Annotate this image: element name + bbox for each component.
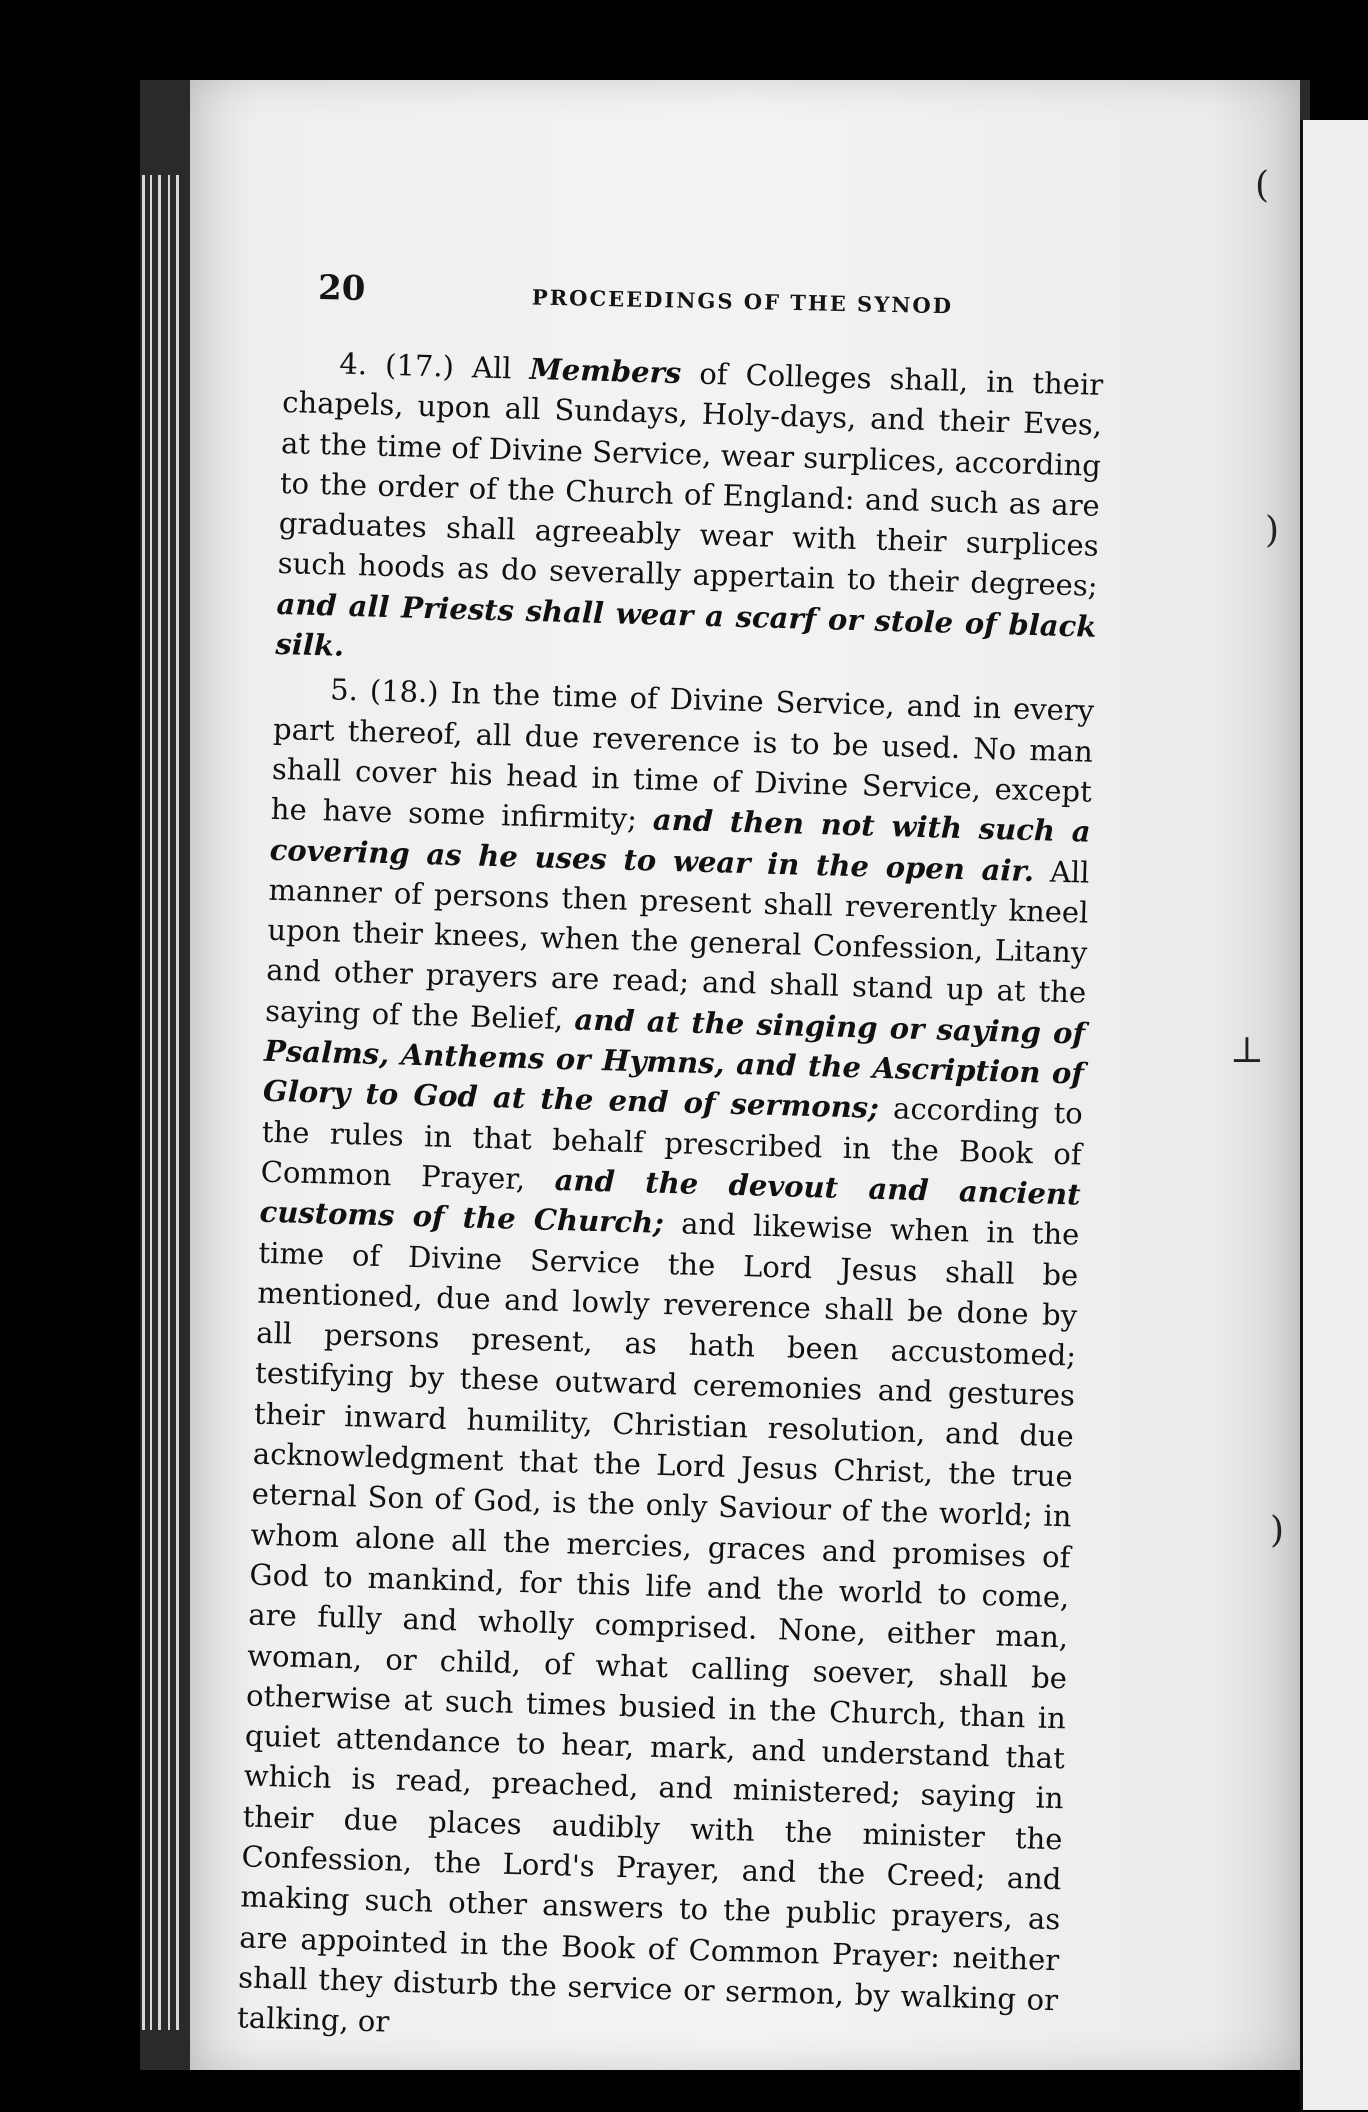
margin-mark-bracket: ) xyxy=(1265,510,1280,551)
paragraph-5-text: and likewise when in the time of Divine Service the Lord Jesus shall be mentioned, due and lowly reverence shall be done by all persons present, as hath been accustomed; testifying by these outward ceremonies and gestures their inward humility, Christian resolution, and due acknowledgment that the Lord Jesus Christ, the true eternal Son of God, is the only Saviour of the world; in whom alone all the mercies, graces and promises of God to mankind, for this life and the world to come, are fully and wholly comprised. None, either man, woman, or child, of what calling soever, shall be otherwise at such times busied in the Church, than in quiet attendance to hear, mark, and understand that which is read, preached, and ministered; saying in their due places audibly with the minister the Confession, the Lord's Prayer, and the Creed; and making such other answers to the public prayers, as are appointed in the Book of Common Prayer: neither shall they disturb the service or sermon, by walking or talking, or xyxy=(236,1206,1080,2039)
paragraph-4-emphasis: and all Priests shall wear a scarf or stole of black silk. xyxy=(275,586,1097,663)
paragraph-4 xyxy=(275,342,1104,687)
paragraph-4-emphasis: Members xyxy=(529,351,682,391)
paragraph-5 xyxy=(237,668,1095,2060)
page-edge xyxy=(168,175,170,2030)
paragraph-5-text: according to the rules in that behalf prescribed in the Book of Common Prayer, xyxy=(260,1091,1084,1197)
page-edge xyxy=(150,175,152,2030)
paragraph-5-emphasis: and then not with such a covering as he uses to wear in the open air. xyxy=(269,802,1092,888)
running-head: PROCEEDINGS OF THE SYNOD xyxy=(531,284,954,319)
facing-page-edge xyxy=(1300,120,1368,2110)
page-edge xyxy=(158,175,161,2030)
page-edge xyxy=(142,175,145,2030)
paragraph-5-text: All manner of persons then present shall reverently kneel upon their knees, when the general Confession, Litany and other prayers are read; and shall stand up at the saying of the Belief, xyxy=(264,853,1090,1037)
margin-mark-cross: ⊥ xyxy=(1230,1030,1264,1071)
paragraph-5-emphasis: and the devout and ancient customs of the Church; xyxy=(259,1162,1081,1241)
paragraph-5-text: 5. (18.) In the time of Divine Service, and in every part thereof, all due reverence is to be used. No man shall cover his head in time of Divine Service, except he have some infirmity; xyxy=(270,672,1095,837)
page-edge xyxy=(176,175,179,2030)
margin-mark-bracket: ( xyxy=(1255,165,1270,206)
page-body xyxy=(237,342,1104,2061)
paragraph-4-text: of Colleges shall, in their chapels, upon all Sundays, Holy-days, and their Eves, at the time of Divine Service, wear surplices, according to the order of the Church of England: and such as are graduates shall agreeably wear with their surplices such hoods as do severally appertain to their degrees; xyxy=(277,356,1104,604)
paragraph-4-text: 4. (17.) All xyxy=(338,346,531,386)
page-number: 20 xyxy=(317,268,366,309)
margin-mark-bracket: ) xyxy=(1270,1510,1285,1551)
paragraph-5-emphasis: and at the singing or saying of Psalms, Anthems or Hymns, and the Ascription of Glory to God at the end of sermons; xyxy=(262,1002,1086,1126)
